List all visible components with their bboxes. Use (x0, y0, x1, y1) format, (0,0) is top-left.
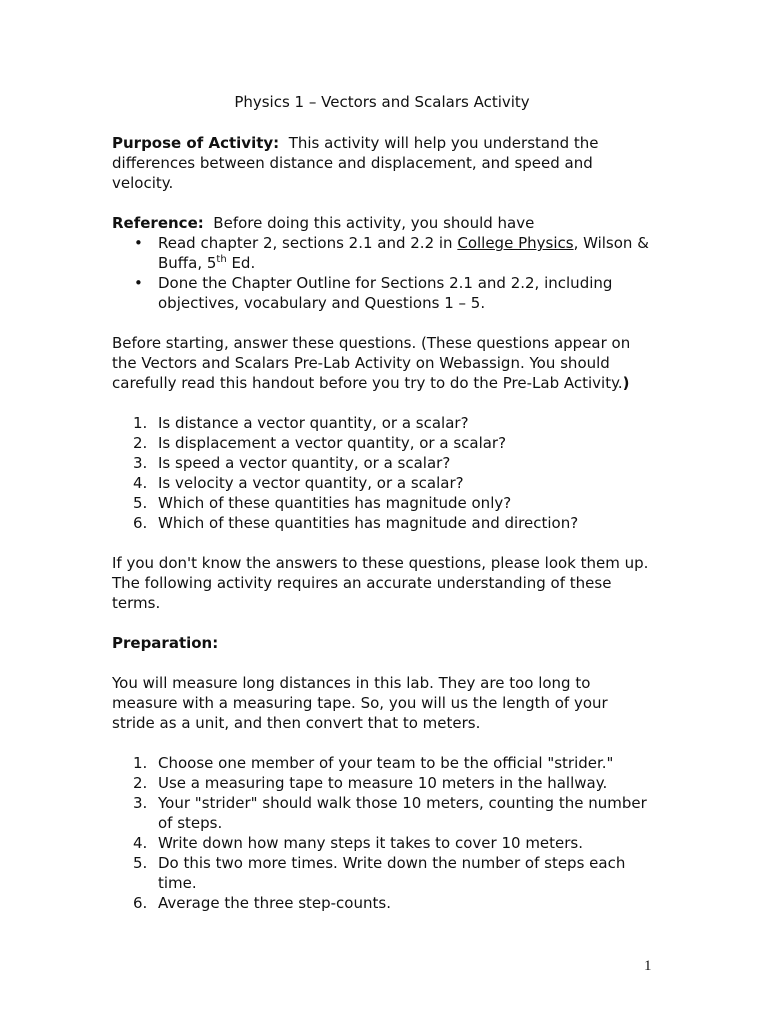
list-item (112, 893, 652, 913)
before-starting-text: Before starting, answer these questions. (These questions appear on the Vectors and Scalars Pre-Lab Activity on Webassign. You should carefully read this handout before you try to do the Pre-Lab Activity. (112, 334, 631, 392)
list-item (112, 833, 652, 853)
document-page (112, 92, 652, 933)
list-item-number: 4. (133, 474, 148, 492)
lookup-paragraph: If you don't know the answers to these questions, please look them up. The following activity requires an accurate understanding of these terms. (112, 554, 649, 612)
reference-paragraph (112, 213, 652, 233)
edition-superscript: th (216, 254, 227, 265)
list-item-text: Write down how many steps it takes to cover 10 meters. (158, 834, 584, 852)
list-item-text: Which of these quantities has magnitude only? (158, 494, 512, 512)
list-item-number: 1. (133, 414, 148, 432)
list-item (112, 753, 652, 773)
list-item (112, 793, 652, 833)
purpose-colon: : (273, 134, 280, 152)
list-item (112, 413, 652, 433)
list-item (112, 473, 652, 493)
preparation-steps-list (112, 753, 652, 913)
document-title: Physics 1 – Vectors and Scalars Activity (234, 93, 530, 111)
list-item (112, 513, 652, 533)
list-item-text: Which of these quantities has magnitude and direction? (158, 514, 579, 532)
bullet-icon: • (134, 234, 143, 252)
purpose-label: Purpose of Activity (112, 134, 274, 152)
textbook-title: College Physics (457, 234, 574, 252)
reference-list (112, 233, 652, 313)
list-item-text: Is velocity a vector quantity, or a scalar? (158, 474, 464, 492)
list-item-text: Average the three step-counts. (158, 894, 391, 912)
list-item (112, 453, 652, 473)
list-item-number: 3. (133, 454, 148, 472)
preparation-label: Preparation (112, 634, 213, 652)
list-item-number: 6. (133, 894, 148, 912)
list-item-text: Is displacement a vector quantity, or a scalar? (158, 434, 507, 452)
page-number: 1 (644, 958, 652, 974)
list-item-text: Use a measuring tape to measure 10 meters in the hallway. (158, 774, 608, 792)
list-item-number: 4. (133, 834, 148, 852)
before-starting-close: ) (622, 374, 630, 392)
purpose-text: This activity will help you understand the differences between distance and displacement, and speed and velocity. (112, 134, 599, 192)
list-item-text: Your "strider" should walk those 10 meters, counting the number of steps. (158, 794, 647, 832)
purpose-paragraph (112, 133, 652, 193)
reference-label: Reference (112, 214, 198, 232)
list-item-text: Do this two more times. Write down the number of steps each time. (158, 854, 626, 892)
list-item-number: 3. (133, 794, 148, 812)
list-item-number: 5. (133, 494, 148, 512)
list-item (112, 493, 652, 513)
list-item-number: 5. (133, 854, 148, 872)
reference-item-text: Done the Chapter Outline for Sections 2.1 and 2.2, including objectives, vocabulary and Questions 1 – 5. (158, 274, 613, 312)
list-item-number: 2. (133, 774, 148, 792)
reference-colon: : (197, 214, 204, 232)
questions-list (112, 413, 652, 533)
reference-item-text-before: Read chapter 2, sections 2.1 and 2.2 in (158, 234, 458, 252)
before-starting-paragraph (112, 333, 652, 393)
preparation-colon: : (212, 634, 219, 652)
list-item-number: 2. (133, 434, 148, 452)
list-item (112, 433, 652, 453)
bullet-icon: • (134, 274, 143, 292)
preparation-heading (112, 633, 652, 653)
list-item-number: 6. (133, 514, 148, 532)
reference-item-text-after: , Wilson & Buffa, 5 (158, 234, 649, 272)
reference-item-outline (112, 273, 652, 313)
list-item-text: Is distance a vector quantity, or a scalar? (158, 414, 469, 432)
list-item (112, 773, 652, 793)
list-item-text: Is speed a vector quantity, or a scalar? (158, 454, 451, 472)
preparation-intro: You will measure long distances in this lab. They are too long to measure with a measuring tape. So, you will us the length of your stride as a unit, and then convert that to meters. (112, 674, 608, 732)
reference-item-text-end: Ed. (226, 254, 256, 272)
list-item-number: 1. (133, 754, 148, 772)
reference-item-textbook (112, 233, 652, 273)
reference-intro: Before doing this activity, you should have (213, 214, 535, 232)
list-item-text: Choose one member of your team to be the official "strider." (158, 754, 614, 772)
list-item (112, 853, 652, 893)
